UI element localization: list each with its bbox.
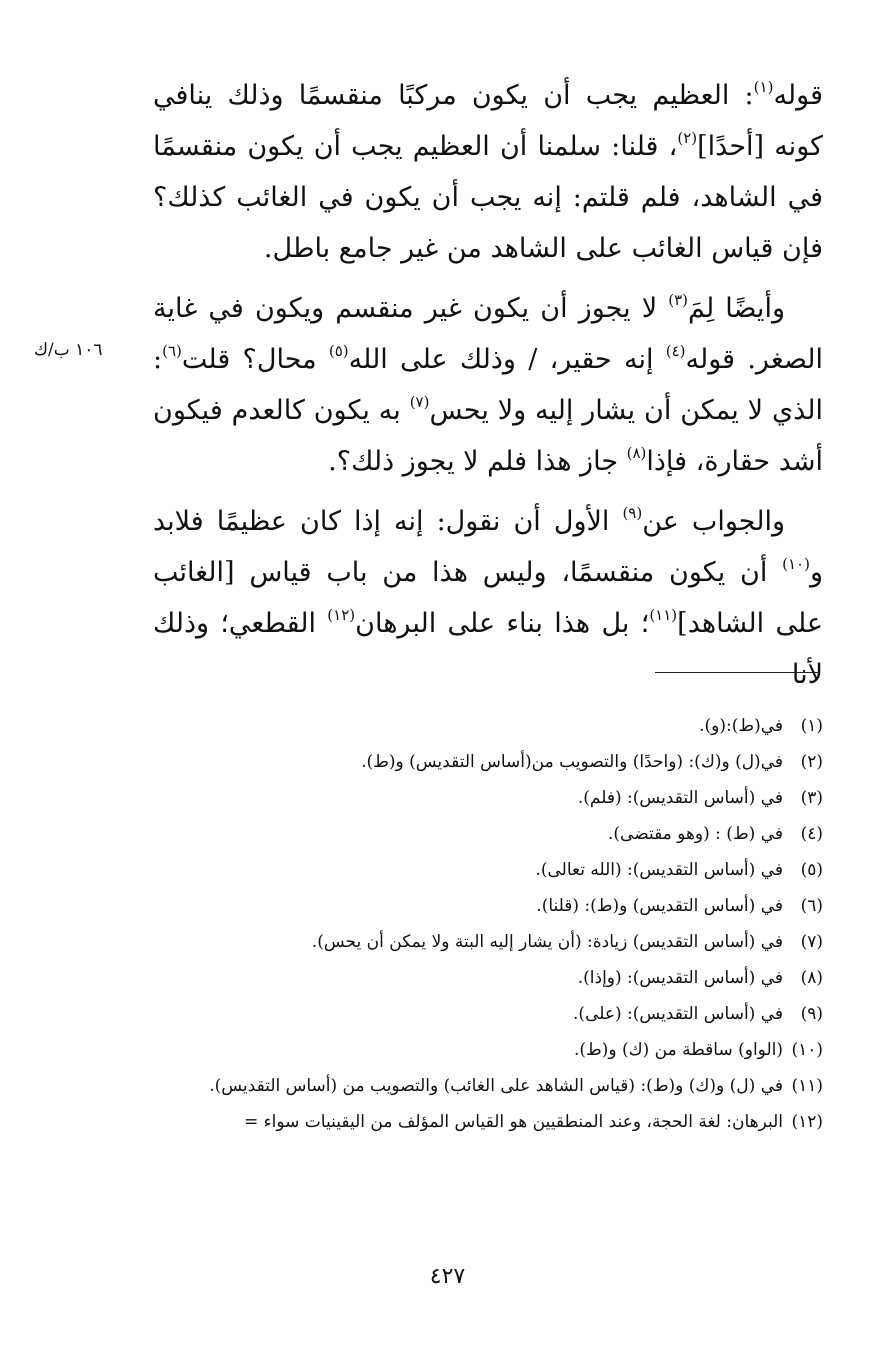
footnote-item — [143, 1104, 823, 1140]
margin-folio-note: ١٠٦ ب/ك — [34, 340, 103, 360]
text-segment: أن يكون منقسمًا، وليس هذا من باب قياس [الغائب على الشاهد] — [153, 557, 823, 639]
footnote-separator — [655, 672, 820, 673]
footnote-text: في (ل) و(ك) و(ط): (قياس الشاهد على الغائب) والتصويب من (أساس التقديس). — [209, 1076, 783, 1096]
footnote-text: في (أساس التقديس): (على). — [573, 1004, 783, 1024]
footnote-text: في (أساس التقديس): (وإذا). — [577, 968, 783, 988]
page-number: ٤٢٧ — [429, 1264, 466, 1289]
footnote-marker-10[interactable]: (١٠) — [782, 555, 810, 573]
footnote-number: (١١) — [791, 1076, 823, 1096]
footnote-item — [143, 1032, 823, 1068]
footnote-number: (٤) — [800, 824, 823, 844]
text-segment: : الذي لا يمكن أن يشار إليه ولا يحس — [153, 344, 823, 426]
footnote-marker-2[interactable]: (٢) — [677, 129, 698, 147]
footnote-text: في(ل) و(ك): (واحدًا) والتصويب من(أساس التقديس) و(ط). — [361, 752, 783, 772]
text-segment: وأيضًا لِمَ — [688, 293, 785, 324]
footnote-item — [143, 924, 823, 960]
footnote-marker-11[interactable]: (١١) — [649, 606, 678, 624]
footnote-text: في(ط):(و). — [699, 716, 783, 736]
footnote-number: (٥) — [800, 860, 823, 880]
text-segment: قوله — [773, 80, 823, 111]
footnote-text: في (أساس التقديس) زيادة: (أن يشار إليه البتة ولا يمكن أن يحس). — [311, 932, 783, 952]
footnote-number: (١٠) — [791, 1040, 823, 1060]
footnote-number: (٩) — [800, 1004, 823, 1024]
footnote-number: (٨) — [800, 968, 823, 988]
footnote-item — [143, 816, 823, 852]
footnote-number: (٢) — [800, 752, 823, 772]
footnote-number: (١٢) — [791, 1112, 823, 1132]
footnote-item — [143, 708, 823, 744]
text-segment: محال؟ قلت — [181, 344, 329, 375]
text-segment: : العظيم يجب أن يكون مركبًا منقسمًا وذلك ينافي كونه [أحدًا] — [153, 80, 824, 162]
text-segment: ؛ بل هذا بناء على البرهان — [355, 608, 650, 639]
text-segment: القطعي؛ وذلك لأنا — [153, 608, 823, 690]
footnote-marker-6[interactable]: (٦) — [162, 342, 182, 360]
footnote-marker-7[interactable]: (٧) — [409, 393, 430, 411]
footnote-item — [143, 996, 823, 1032]
footnote-text: (الواو) ساقطة من (ك) و(ط). — [573, 1040, 783, 1060]
paragraph-1 — [153, 70, 823, 274]
text-segment: لا يجوز أن يكون غير منقسم ويكون في غاية الصغر. قوله — [153, 293, 823, 375]
footnote-text: في (أساس التقديس): (الله تعالى). — [535, 860, 783, 880]
footnote-text: في (أساس التقديس): (فلم). — [577, 788, 783, 808]
footnote-item — [143, 780, 823, 816]
footnote-number: (٧) — [800, 932, 823, 952]
footnote-marker-1[interactable]: (١) — [753, 78, 774, 96]
paragraph-3 — [153, 496, 823, 700]
footnote-number: (١) — [800, 716, 823, 736]
paragraph-2 — [153, 283, 823, 487]
footnote-item — [143, 744, 823, 780]
footnote-item — [143, 888, 823, 924]
footnote-marker-9[interactable]: (٩) — [622, 504, 643, 522]
footnote-marker-3[interactable]: (٣) — [668, 291, 688, 309]
text-segment: والجواب عن — [642, 506, 785, 537]
footnote-text: في (أساس التقديس) و(ط): (قلنا). — [536, 896, 783, 916]
footnote-item — [143, 960, 823, 996]
footnote-text: في (ط) : (وهو مقتضى). — [608, 824, 783, 844]
footnote-marker-12[interactable]: (١٢) — [327, 606, 356, 624]
footnote-item — [143, 852, 823, 888]
text-segment: إنه حقير، / وذلك على الله — [348, 344, 666, 375]
footnote-item — [143, 1068, 823, 1104]
footnotes-list — [143, 708, 823, 1140]
text-segment: الأول أن نقول: إنه إذا كان عظيمًا فلابد و — [153, 506, 823, 588]
main-text — [153, 70, 823, 700]
footnote-number: (٣) — [800, 788, 823, 808]
footnote-marker-5[interactable]: (٥) — [328, 342, 349, 360]
footnote-marker-4[interactable]: (٤) — [665, 342, 686, 360]
text-segment: ، قلنا: سلمنا أن العظيم يجب أن يكون منقسمًا في الشاهد، فلم قلتم: إنه يجب أن يكون في الغائب كذلك؟ فإن قياس الغائب على الشاهد من غير جامع باطل. — [153, 131, 823, 264]
text-segment: به يكون كالعدم فيكون أشد حقارة، فإذا — [153, 395, 823, 477]
footnote-text: البرهان: لغة الحجة، وعند المنطقيين هو القياس المؤلف من اليقينيات سواء = — [243, 1112, 783, 1132]
footnote-marker-8[interactable]: (٨) — [626, 444, 647, 462]
text-segment: جاز هذا فلم لا يجوز ذلك؟. — [328, 446, 627, 477]
footnote-number: (٦) — [800, 896, 823, 916]
